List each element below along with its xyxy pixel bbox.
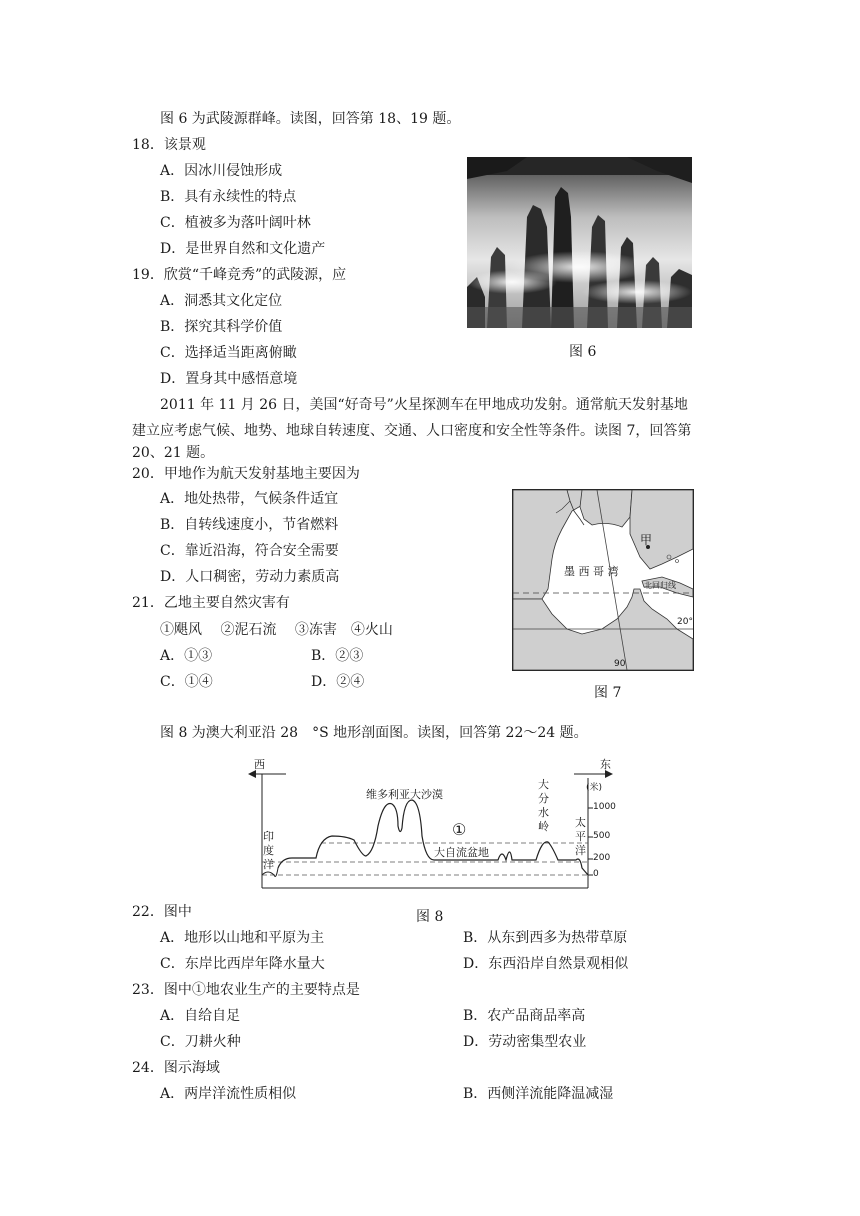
q21-items: ①飓风 ②泥石流 ③冻害 ④火山: [160, 622, 393, 638]
q19-option-c: C．选择适当距离俯瞰: [160, 345, 297, 361]
q20-option-a: A．地处热带，气候条件适宜: [160, 491, 339, 507]
wulingyuan-peaks-photo: [467, 157, 692, 328]
q19-option-b: B．探究其科学价值: [160, 319, 283, 335]
great-dividing-range-label: 大 分 水 岭: [538, 778, 549, 833]
q19-option-a: A．洞悉其文化定位: [160, 293, 283, 309]
intro-fig8: 图 8 为澳大利亚沿 28 °S 地形剖面图。读图，回答第 22～24 题。: [160, 725, 588, 741]
tick-500: 500: [593, 831, 611, 841]
q22-option-b: B．从东到西多为热带草原: [463, 930, 628, 946]
question-18-stem: 18．该景观: [132, 137, 206, 153]
point-jia-label: 甲: [640, 533, 653, 547]
question-23-stem: 23．图中①地农业生产的主要特点是: [132, 982, 360, 998]
great-victoria-desert-label: 维多利亚大沙漠: [366, 788, 443, 801]
figure-8-caption: 图 8: [416, 909, 444, 925]
lat-20-label: 20°: [677, 617, 693, 627]
q21-option-a: A．①③: [160, 648, 213, 664]
q23-option-b: B．农产品商品率高: [463, 1008, 586, 1024]
gulf-label: 墨 西 哥 湾: [564, 565, 619, 578]
tick-200: 200: [593, 853, 611, 863]
west-label: 西: [254, 758, 265, 771]
unit-label: (米): [586, 783, 603, 793]
indian-ocean-label: 印 度 洋: [263, 830, 274, 871]
gulf-of-mexico-map: [512, 489, 694, 671]
question-19-stem: 19．欣赏“千峰竞秀”的武陵源，应: [132, 267, 347, 283]
q23-option-a: A．自给自足: [160, 1008, 241, 1024]
question-24-stem: 24．图示海域: [132, 1060, 220, 1076]
q18-option-b: B．具有永续性的特点: [160, 189, 297, 205]
tropic-label: 北回归线: [644, 581, 676, 590]
intro-fig7-line2: 建立应考虑气候、地势、地球自转速度、交通、人口密度和安全性等条件。读图 7，回答第: [132, 423, 692, 439]
q22-option-a: A．地形以山地和平原为主: [160, 930, 325, 946]
q20-option-c: C．靠近沿海，符合安全需要: [160, 543, 339, 559]
marker-circled-1: ①: [452, 820, 467, 839]
q18-option-d: D．是世界自然和文化遗产: [160, 241, 326, 257]
lon-90-label: 90: [614, 659, 626, 669]
great-artesian-basin-label: 大自流盆地: [434, 846, 489, 859]
q21-option-c: C．①④: [160, 674, 213, 690]
east-label: 东: [600, 758, 611, 771]
tick-1000: 1000: [593, 802, 616, 812]
q22-option-c: C．东岸比西岸年降水量大: [160, 956, 325, 972]
q24-option-a: A．两岸洋流性质相似: [160, 1086, 297, 1102]
q19-option-d: D．置身其中感悟意境: [160, 371, 298, 387]
q23-option-c: C．刀耕火种: [160, 1034, 241, 1050]
q24-option-b: B．西侧洋流能降温减湿: [463, 1086, 614, 1102]
intro-fig7-line3: 20、21 题。: [132, 445, 215, 461]
intro-fig7-line1: 2011 年 11 月 26 日，美国“好奇号”火星探测车在甲地成功发射。通常航天发射基地: [160, 397, 688, 413]
q18-option-c: C．植被多为落叶阔叶林: [160, 215, 311, 231]
australia-terrain-profile: [246, 756, 616, 892]
q20-option-b: B．自转线速度小，节省燃料: [160, 517, 339, 533]
question-20-stem: 20．甲地作为航天发射基地主要因为: [132, 466, 360, 482]
intro-fig6: 图 6 为武陵源群峰。读图，回答第 18、19 题。: [160, 111, 461, 127]
q21-option-d: D．②④: [311, 674, 365, 690]
figure-6-caption: 图 6: [569, 344, 597, 360]
q23-option-d: D．劳动密集型农业: [463, 1034, 587, 1050]
pacific-ocean-label: 太 平 洋: [575, 816, 586, 857]
figure-7-caption: 图 7: [594, 685, 622, 701]
q18-option-a: A．因冰川侵蚀形成: [160, 163, 283, 179]
question-22-stem: 22．图中: [132, 904, 192, 920]
q22-option-d: D．东西沿岸自然景观相似: [463, 956, 629, 972]
q20-option-d: D．人口稠密，劳动力素质高: [160, 569, 340, 585]
q21-option-b: B．②③: [311, 648, 364, 664]
question-21-stem: 21．乙地主要自然灾害有: [132, 595, 290, 611]
tick-0: 0: [593, 869, 599, 879]
